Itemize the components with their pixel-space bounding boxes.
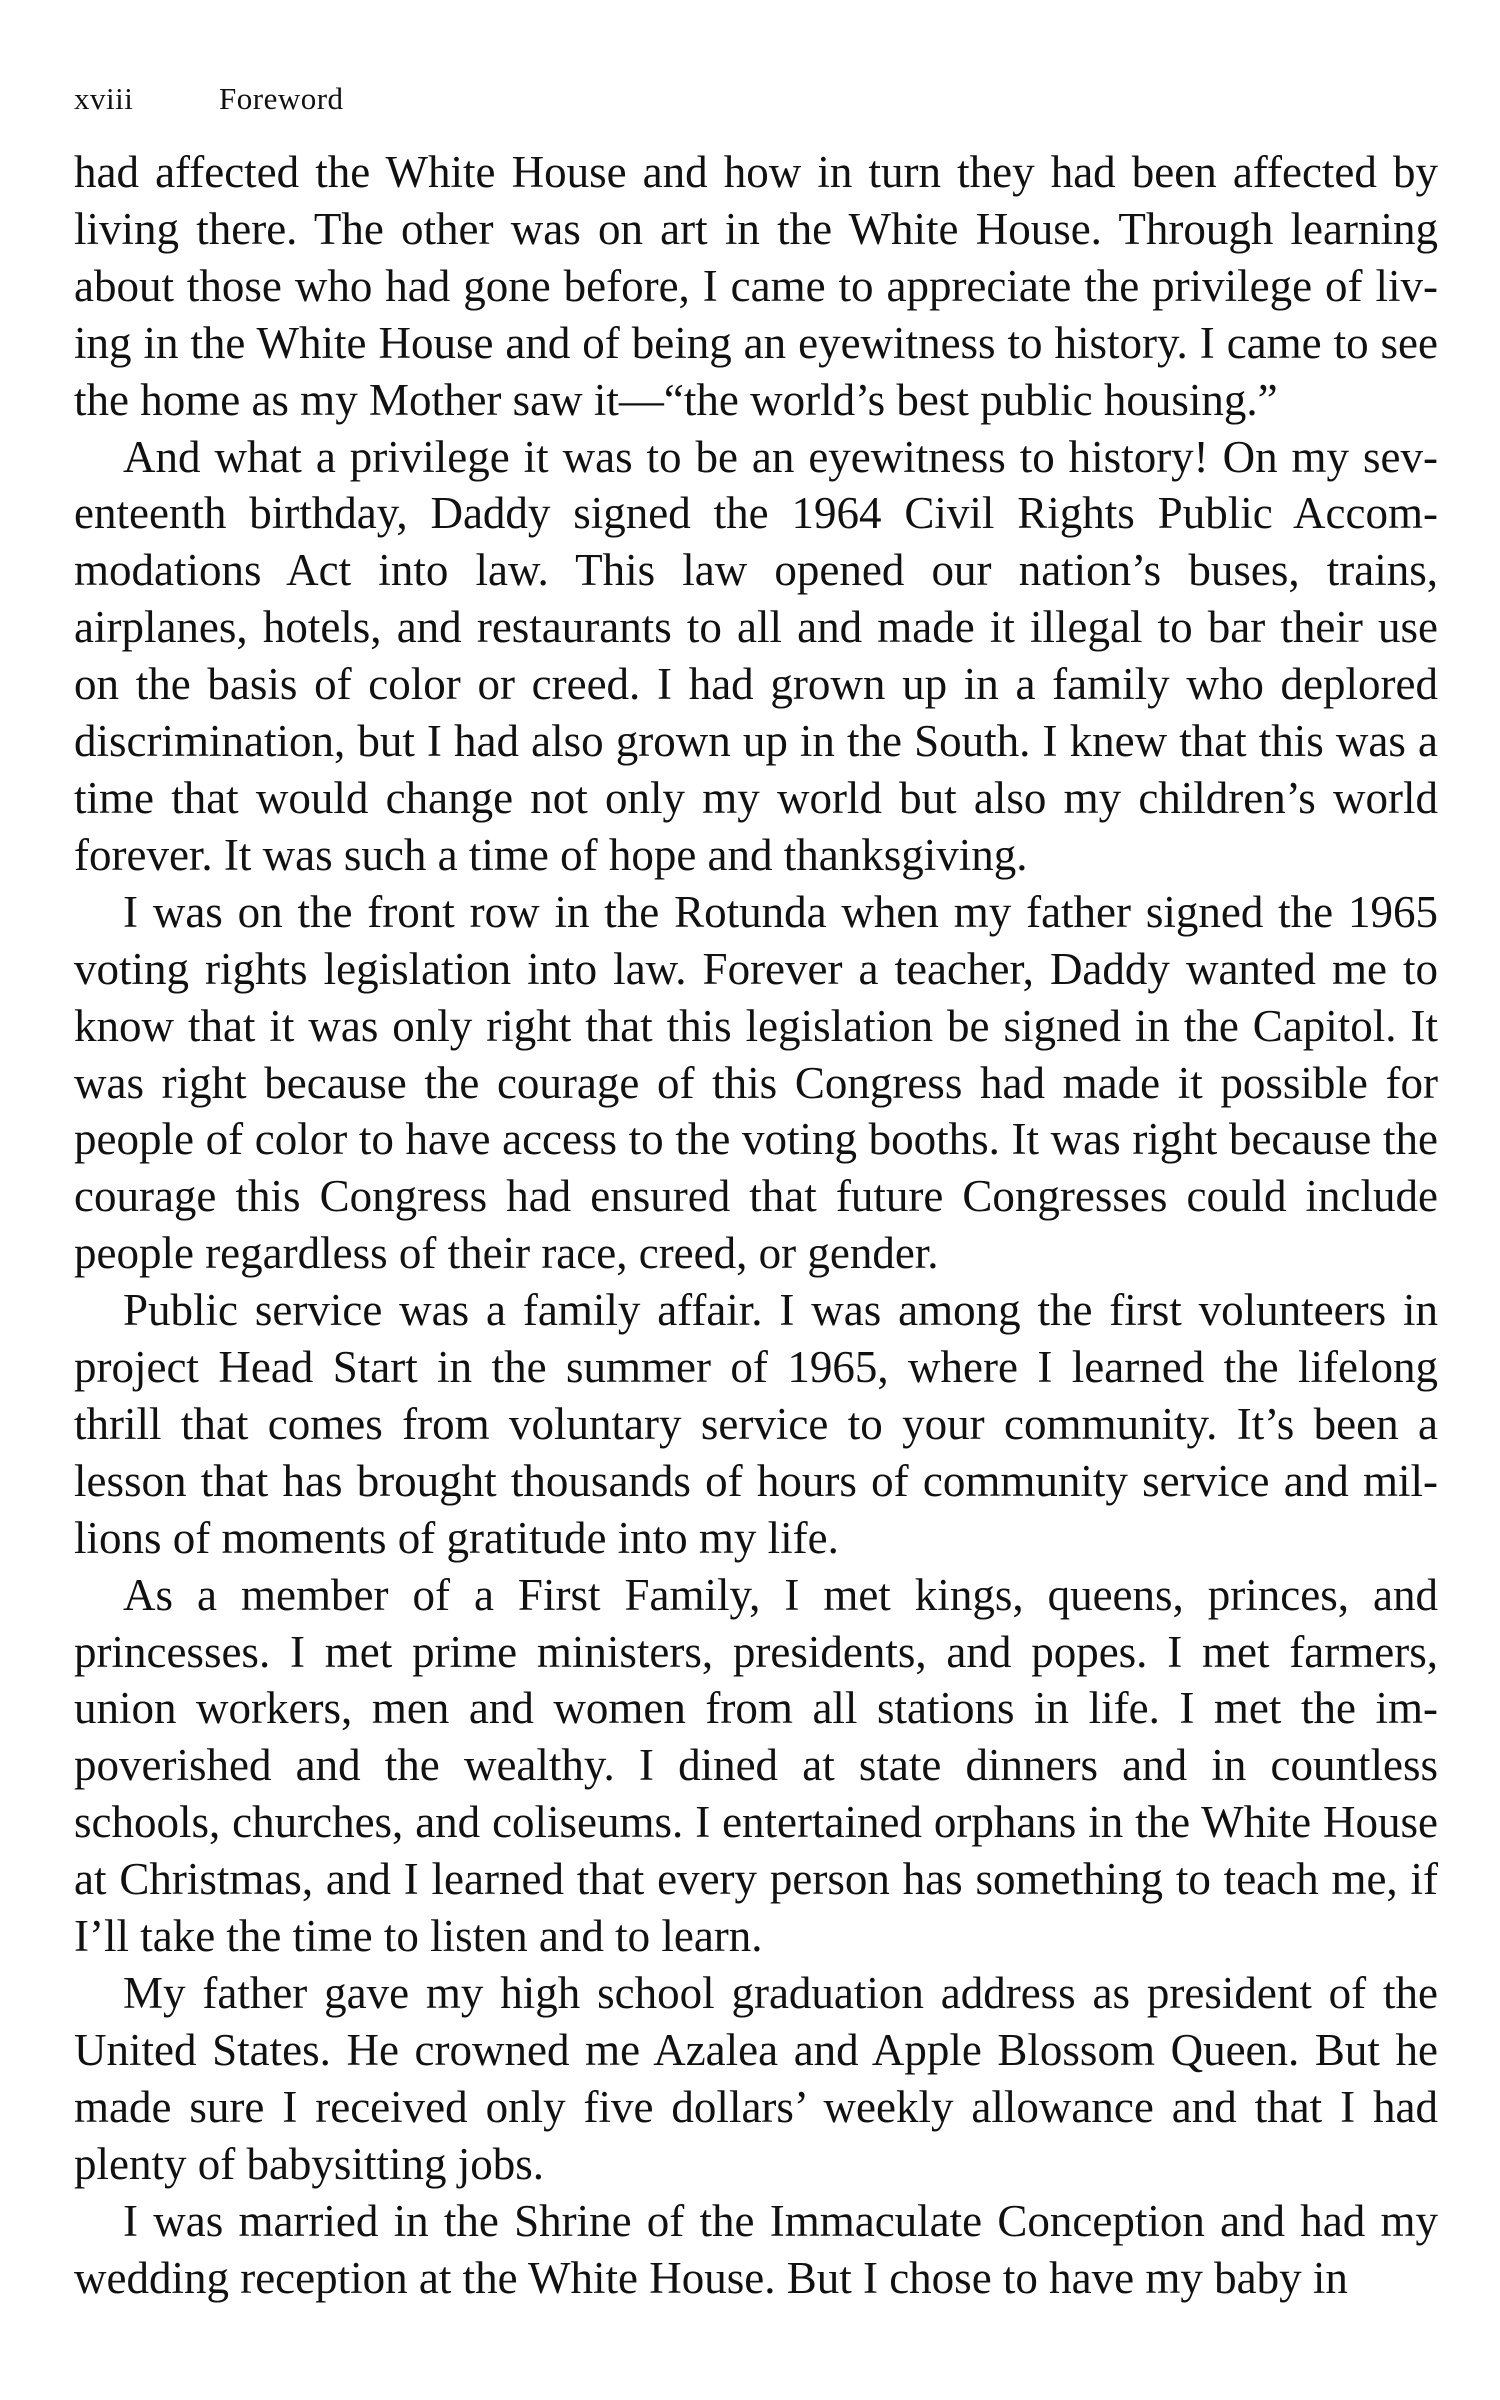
paragraph-4: Public service was a family affair. I was among the first volunteers in project Head Start in the summer of 1965, where I learned the lifelong thrill that comes from voluntary service to your community. It’s been a lesson that has brought thousands of hours of community service and millions of moments of gratitude into my life.	[74, 1285, 1438, 1563]
page-number: xviii	[74, 81, 134, 116]
paragraph-5: As a member of a First Family, I met kings, queens, princes, and princesses. I met prime ministers, presidents, and popes. I met farmers, union workers, men and women from all stations in life. I met the impoverished and the wealthy. I dined at state dinners and in countless schools, churches, and coliseums. I entertained orphans in the White House at Christmas, and I learned that every person has something to teach me, if I’ll take the time to listen and to learn.	[74, 1569, 1438, 1962]
paragraph-2: And what a privilege it was to be an eyewitness to history! On my seventeenth birthday, Daddy signed the 1964 Civil Rights Public Accommodations Act into law. This law opened our nation’s buses, trains, airplanes, hotels, and restaurants to all and made it illegal to bar their use on the basis of color or creed. I had grown up in a family who deplored discrimination, but I had also grown up in the South. I knew that this was a time that would change not only my world but also my children’s world forever. It was such a time of hope and thanksgiving.	[74, 431, 1438, 880]
paragraph-1: had affected the White House and how in turn they had been affected by living there. The other was on art in the White House. Through learning about those who had gone before, I came to appreciate the privilege of living in the White House and of being an eyewitness to history. I came to see the home as my Mother saw it—“the world’s best public housing.”	[74, 147, 1438, 425]
body-text	[74, 144, 1438, 2306]
paragraph-7: I was married in the Shrine of the Immaculate Conception and had my wedding reception at the White House. But I chose to have my baby in	[74, 2195, 1438, 2303]
paragraph-3: I was on the front row in the Rotunda when my father signed the 1965 voting rights legislation into law. Forever a teacher, Daddy wanted me to know that it was only right that this legislation be signed in the Capitol. It was right because the courage of this Congress had made it possible for people of color to have access to the voting booths. It was right because the courage this Congress had ensured that future Congresses could include people regardless of their race, creed, or gender.	[74, 886, 1438, 1279]
paragraph-6: My father gave my high school graduation address as president of the United States. He crowned me Azalea and Apple Blossom Queen. But he made sure I received only five dollars’ weekly allowance and that I had plenty of babysitting jobs.	[74, 1968, 1438, 2189]
running-head	[74, 62, 1438, 114]
book-page	[74, 62, 1438, 2306]
running-title: Foreword	[219, 81, 344, 116]
